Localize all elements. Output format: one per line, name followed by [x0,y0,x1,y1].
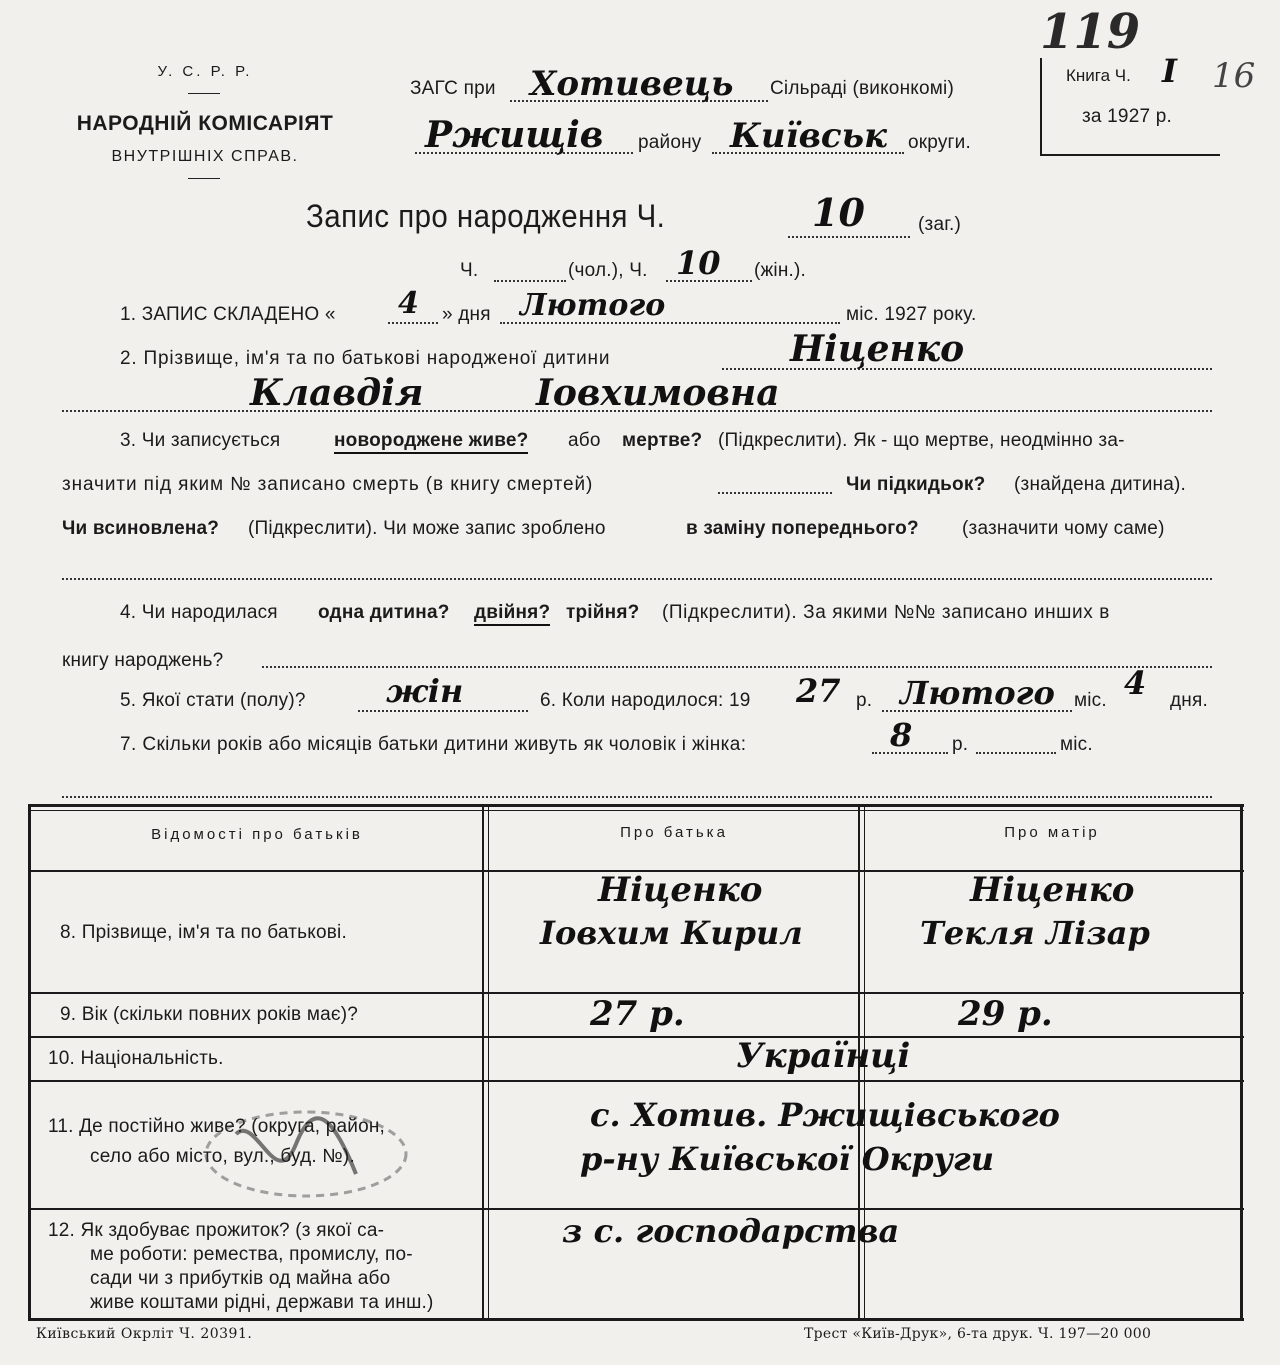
book-number: I [1162,52,1177,90]
table-right-border [1240,804,1243,1320]
q4-twins: двійня? [474,602,550,626]
mother-surname: Ніценко [970,870,1135,910]
col-header-mother: Про матір [1004,824,1100,841]
village-suffix: Сільраді (виконкомі) [770,78,954,99]
row-11-label-1: 11. Де постійно живе? (округа, район, [48,1116,386,1137]
q4-numbers-line [262,666,1212,668]
q3-replacement: в заміну попереднього? [686,518,919,539]
q3-line3d: (зазначити чому саме) [962,518,1165,539]
q4-e: (Підкреслити). За якими №№ записано инших в [662,602,1110,623]
father-surname: Ніценко [598,870,763,910]
footer-left: Київський Окрліт Ч. 20391. [36,1326,253,1342]
record-title: Запис про народження Ч. [306,198,666,234]
okruha-handwritten: Київськ [730,116,888,156]
sub-male: (чол.), Ч. [568,260,648,281]
republic-label: У. С. Р. Р. [157,63,253,80]
q3-death-line [718,492,832,494]
sub-female: (жін.). [754,260,807,281]
male-count-line [494,280,566,282]
q3-a: 3. Чи записується [120,430,281,451]
q4-triplets: трійня? [566,602,640,623]
title-number: 10 [812,190,865,235]
row-12-label-3: сади чи з прибутків од майна або [90,1268,391,1289]
q5-line [358,710,528,712]
mother-name: Текля Лізар [920,914,1150,952]
q4-single: одна дитина? [318,602,450,623]
q7-line-2 [62,796,1212,798]
q1-month: Лютого [520,288,666,323]
commissariat-subtitle: ВНУТРІШНІХ СПРАВ. [111,148,299,165]
row-12-label-4: живе коштами рідні, держави та инш.) [90,1292,434,1313]
q3-dead: мертве? [622,430,703,451]
father-age: 27 р. [590,994,685,1034]
footer-right: Трест «Київ-Друк», 6-та друк. Ч. 197—20 000 [804,1326,1152,1342]
q6-r: р. [856,690,873,711]
row-9-label: 9. Вік (скільки повних років має)? [60,1004,359,1025]
child-patronymic: Іовхимовна [536,372,780,414]
archive-number: 119 [1040,4,1141,60]
title-number-line [788,236,910,238]
q1-mid: » дня [442,304,491,325]
q3-foundling: Чи підкидьок? [846,474,986,495]
table-col-divider-1b [488,804,489,1320]
q3-e: (Підкреслити). Як - що мертве, неодмінно за- [718,430,1125,451]
row-12-label-1: 12. Як здобуває прожиток? (з якої са- [48,1220,385,1241]
header-divider [188,93,220,94]
q5-text: 5. Якої стати (полу)? [120,690,306,711]
row-11-label-2: село або місто, вул., буд. №). [90,1146,355,1167]
q2-text: 2. Прізвище, ім'я та по батькові народженої дитини [120,348,611,369]
sub-prefix: Ч. [460,260,479,281]
q5-answer: жін [386,672,464,710]
q6-dnya: дня. [1170,690,1208,711]
row-12-label-2: ме роботи: ремества, промислу, по- [90,1244,413,1265]
q6-mis: міс. [1074,690,1107,711]
q3-c: або [568,430,601,451]
q6-year: 27 [796,672,841,710]
col-header-father: Про батька [620,824,728,841]
residence-line-1: с. Хотив. Ржищівського [590,1096,1060,1134]
archive-side-number: 16 [1212,56,1256,96]
row-9-border [28,1036,1244,1038]
q6-month: Лютого [900,674,1055,712]
q1-suffix: міс. 1927 року. [846,304,977,325]
q6-text: 6. Коли народилося: 19 [540,690,751,711]
raion-handwritten: Ржищів [425,114,604,156]
q4-a: 4. Чи народилася [120,602,278,623]
q7-text: 7. Скільки років або місяців батьки дитини живуть як чоловік і жінка: [120,734,747,755]
header-divider-2 [188,178,220,179]
commissariat-title: НАРОДНІЙ КОМІСАРІЯТ [76,112,334,135]
livelihood: з с. господарства [562,1212,900,1250]
q7-months-line [976,752,1056,754]
q7-r: р. [952,734,969,755]
table-top-border [28,804,1244,807]
raion-label: району [638,132,702,153]
q3-reason-line [62,578,1212,580]
round-stamp-mark [196,1104,416,1204]
q1-day-line [388,322,438,324]
mother-age: 29 р. [958,994,1053,1034]
book-year: за 1927 р. [1082,106,1172,127]
q3-adopted: Чи всиновлена? [62,518,220,539]
q3-line3b: (Підкреслити). Чи може запис зроблено [248,518,606,539]
book-box-bottom [1040,154,1220,156]
q6-day: 4 [1124,664,1147,702]
table-bottom-border [28,1318,1244,1321]
q1-day: 4 [398,286,419,321]
row-10-border [28,1080,1244,1082]
title-suffix: (заг.) [918,214,962,235]
residence-line-2: р-ну Київської Округи [580,1140,995,1178]
village-handwritten: Хотивець [530,64,734,104]
row-11-border [28,1208,1244,1210]
okruha-label: округи. [908,132,971,153]
table-left-border [28,804,31,1320]
zags-prefix: ЗАГС при [410,78,496,99]
nationality: Українці [736,1036,911,1076]
q7-years: 8 [890,716,913,754]
table-col-divider-1 [482,804,484,1320]
child-surname: Ніценко [790,328,965,370]
q3-alive: новороджене живе? [334,430,528,454]
child-name: Клавдія [250,372,424,414]
q7-mis: міс. [1060,734,1093,755]
female-count: 10 [676,244,721,282]
q3-line2c: (знайдена дитина). [1014,474,1186,495]
col-header-parents: Відомості про батьків [151,826,363,843]
q4-line2: книгу народжень? [62,650,224,671]
q1-prefix: 1. ЗАПИС СКЛАДЕНО « [120,304,336,325]
q3-line2a: значити під яким № записано смерть (в книгу смертей) [62,474,594,495]
row-10-label: 10. Національність. [48,1048,224,1069]
book-box-left [1040,58,1042,154]
table-top-border-inner [28,810,1244,811]
father-name: Іовхим Кирил [540,914,803,952]
row-8-label: 8. Прізвище, ім'я та по батькові. [60,922,347,943]
book-label: Книга Ч. [1066,66,1131,85]
